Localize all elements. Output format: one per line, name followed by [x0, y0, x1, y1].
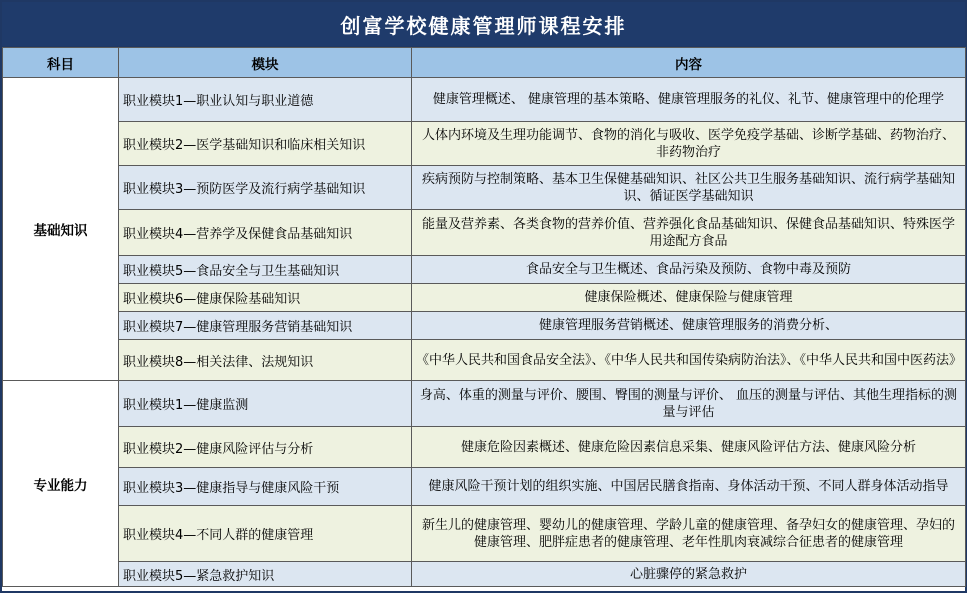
page-title: 创富学校健康管理师课程安排	[2, 2, 965, 47]
table-row	[3, 381, 966, 427]
module-cell: 职业模块2—医学基础知识和临床相关知识	[119, 122, 412, 166]
table-row	[3, 210, 966, 256]
table-row	[3, 256, 966, 284]
table-row	[3, 468, 966, 506]
module-cell: 职业模块1—职业认知与职业道德	[119, 78, 412, 122]
content-cell: 能量及营养素、各类食物的营养价值、营养强化食品基础知识、保健食品基础知识、特殊医学用途配方食品	[412, 210, 966, 256]
module-cell: 职业模块4—营养学及保健食品基础知识	[119, 210, 412, 256]
header-row	[3, 48, 966, 78]
category-cell: 专业能力	[3, 381, 119, 587]
content-cell: 身高、体重的测量与评价、腰围、臀围的测量与评价、 血压的测量与评估、其他生理指标的测量与评估	[412, 381, 966, 427]
content-cell: 食品安全与卫生概述、食品污染及预防、食物中毒及预防	[412, 256, 966, 284]
table-row	[3, 284, 966, 312]
content-cell: 健康保险概述、健康保险与健康管理	[412, 284, 966, 312]
content-cell: 新生儿的健康管理、婴幼儿的健康管理、学龄儿童的健康管理、备孕妇女的健康管理、孕妇的健康管理、肥胖症患者的健康管理、老年性肌肉衰减综合征患者的健康管理	[412, 506, 966, 562]
table-row	[3, 166, 966, 210]
content-cell: 心脏骤停的紧急救护	[412, 562, 966, 587]
table-row	[3, 122, 966, 166]
content-cell: 健康管理服务营销概述、健康管理服务的消费分析、	[412, 312, 966, 340]
table-row	[3, 562, 966, 587]
content-cell: 健康管理概述、 健康管理的基本策略、健康管理服务的礼仪、礼节、健康管理中的伦理学	[412, 78, 966, 122]
module-cell: 职业模块2—健康风险评估与分析	[119, 427, 412, 468]
module-cell: 职业模块7—健康管理服务营销基础知识	[119, 312, 412, 340]
category-cell: 基础知识	[3, 78, 119, 381]
module-cell: 职业模块8—相关法律、法规知识	[119, 340, 412, 381]
header-content: 内容	[412, 48, 966, 78]
table-row	[3, 78, 966, 122]
table-row	[3, 506, 966, 562]
module-cell: 职业模块5—食品安全与卫生基础知识	[119, 256, 412, 284]
content-cell: 健康危险因素概述、健康危险因素信息采集、健康风险评估方法、健康风险分析	[412, 427, 966, 468]
content-cell: 《中华人民共和国食品安全法》、《中华人民共和国传染病防治法》、《中华人民共和国中医药法》	[412, 340, 966, 381]
module-cell: 职业模块1—健康监测	[119, 381, 412, 427]
table-row	[3, 427, 966, 468]
course-table	[2, 47, 966, 587]
table-row	[3, 340, 966, 381]
module-cell: 职业模块5—紧急救护知识	[119, 562, 412, 587]
content-cell: 疾病预防与控制策略、基本卫生保健基础知识、社区公共卫生服务基础知识、流行病学基础知识、循证医学基础知识	[412, 166, 966, 210]
header-module: 模块	[119, 48, 412, 78]
header-subject: 科目	[3, 48, 119, 78]
module-cell: 职业模块3—健康指导与健康风险干预	[119, 468, 412, 506]
content-cell: 人体内环境及生理功能调节、食物的消化与吸收、医学免疫学基础、诊断学基础、药物治疗、非药物治疗	[412, 122, 966, 166]
table-row	[3, 312, 966, 340]
content-cell: 健康风险干预计划的组织实施、中国居民膳食指南、身体活动干预、不同人群身体活动指导	[412, 468, 966, 506]
module-cell: 职业模块6—健康保险基础知识	[119, 284, 412, 312]
module-cell: 职业模块4—不同人群的健康管理	[119, 506, 412, 562]
module-cell: 职业模块3—预防医学及流行病学基础知识	[119, 166, 412, 210]
